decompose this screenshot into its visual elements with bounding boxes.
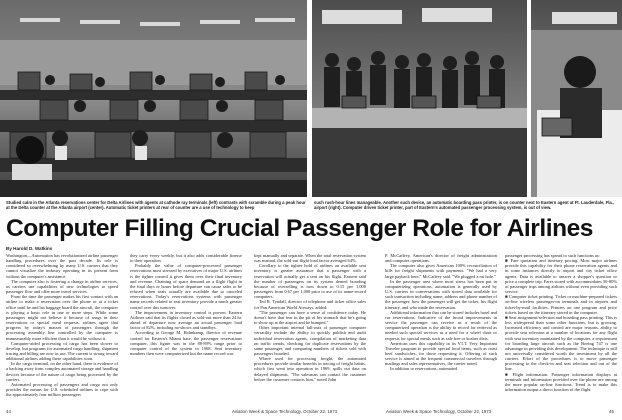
photo-reservations-center: [0, 0, 307, 197]
article-paragraph: kept manually and separate. When the total reservation system was manual, the sold-out flight load factor averaged 64%.: [254, 253, 366, 264]
article-paragraph: ■ Seat assignment/selection and boarding pass printing. This is less widespread than some other functions, but is growing. Increased efficiency and control are major reasons, ability to provide seat selection at a number of locations for any flight with seat inventory maintained by the computer, a requirement for boarding large aircraft such as the Boeing 747 is one advantage in providing this development. The technique is still not universally considered worth the investment by all the carriers. Effort of the procedures is to move passenger processing to the check-in and seat selection and out of the line.: [505, 314, 617, 372]
article-paragraph: ■ Computer ticket printing. Ticket or machine-prepared tickets on-line wireless passenger-on terminals and in airports and ticket-by-mail facilities. Printers on one program and price tickets based on the itinerary stored in the computer.: [505, 294, 617, 315]
article-paragraph: The computer also is fostering a change in airline services, as carriers use capabilities of new technologies to speed passenger flow and offer more travel services.: [6, 278, 118, 295]
article-headline: Computer Filling Crucial Passenger Role for Airlines: [6, 215, 593, 242]
article-paragraph: they carry every weekly, but it also adds considerable finesse to their operation.: [130, 253, 242, 264]
article-paragraph: In the cargo terminal, on the other hand, there is evidence of a backing away from complex automated storage and handling devices because of the nature of cargo being processed by the carriers.: [6, 361, 118, 382]
photo-caption-right: [314, 200, 616, 210]
footer-right-text: Aviation Week & Space Technology, October 22, 1973: [386, 409, 492, 414]
article-paragraph: Computer-aided processing of cargo has been slower to develop, but programs for automated cargo handling, shipment tracing and billing are now in use. The current is strong toward additional airlines adding these capabilities soon.: [6, 340, 118, 362]
article-paragraph: Corollary to the tighter hold of airlines on available seat inventory is greater assurance that a passenger with a reservation will actually get a seat on his flight. Eastern said the number of passengers on its system denied boarding because of overselling is now down to 0.15 per 1,000 passengers from 0.67 per 1,000 prior to use of its name-record computers.: [254, 263, 366, 300]
article-paragraph: ■ Flight information. Passenger information displays at terminals and information provided over the phone are among the more popular on-line functions. Trend is to make this information output a direct function of the flight: [505, 371, 617, 393]
article-paragraph: Ted R. Tyndall, director of telephone and ticket office sales for Pan American World Airways, added:: [254, 299, 366, 310]
article-paragraph: In the passenger area where most stress has been put in computerizing operations, automation is generally used by U.S. carriers in conversations with stored data available for such transaction including name, address and phone number of the passenger, how the passenger will get the ticket, his flight itinerary, and who made the reservation.: [385, 278, 497, 310]
photo-airport-counter: [312, 0, 622, 197]
article-paragraph: Where used for processing freight, the automated procedures provide similar benefits in tracing of freight habits, which first went into operation in 1969, spills out data on delayed shipments. "The salesman can contact the customer before the customer contacts him," noted John: [254, 356, 366, 382]
photo-caption-left: [6, 200, 306, 210]
article-paragraph: Washington—Automation has revolutionized airline passenger handling procedures over the past decade. Its role is considered so overwhelming by many U.S. carriers that they cannot visualize the industry operating in its present form without the computer's assistance.: [6, 253, 118, 279]
article-column-5: [505, 253, 617, 405]
article-byline: By Harold D. Watkins: [6, 246, 53, 251]
article-paragraph: The computer also gives American 100% reconciliation of bills for freight shipments with payments. "We had a very large payback here," McCaffrey said. "We plugged a rat hole.": [385, 263, 497, 279]
article-paragraph: Probably the value of computer-processed passenger reservations most stressed by executives of major U.S. airlines is the tighter control it gives them over their final inventory and revenue. Chaining of space demand on a flight flight in the final days or hours before departure can cause sales to be refused when seats actually are available due to canceled reservations. Today's reservations systems with passenger name records related to seat inventory provide a much greater control over this turnover.: [130, 263, 242, 310]
article-paragraph: passenger processing has spread to such functions as:: [505, 253, 600, 258]
article-paragraph: Other important internal fall-outs of passenger computer versatility include the ability to quickly publish and audit individual reservation agents, compilation of marketing data on traffic trends, checking for duplicate reservations by the same passenger, and comparing numbers of tickets sold with passengers boarded.: [254, 325, 366, 356]
article-paragraph: Automated processing of passengers and cargo not only provides the means for U.S. scheduled airlines to cope with the approximately four million passengers: [6, 381, 118, 398]
caption-left-text: Studied calm in the Atlanta reservations center for Delta Airlines with agents at cathode ray terminals (left) contrasts with scramble during a peak hour at the Delta counter at the Atlanta airport (center). Automatic ticket printers at rear of counter are a use of technology to keep: [6, 200, 306, 211]
article-column-4: [385, 253, 497, 405]
article-paragraph: American uses this capability in its V.I.T. Very Important Traveler program to provide special food items, such as roast beef sandwiches, for those requesting it. Offering of such service is aimed at the frequent commercial travelers through mailings and sales representatives, the carrier noted.: [385, 340, 497, 367]
article-paragraph: ■ Fare quotation and itinerary pricing. Most major airlines provide this capability for their phone reservation agents and in some instances directly to airport and city ticket office agents. Data is available to answer a shopper's question or price a complete trip. Fares stored with accommodates 50-80% of passenger trips among airlines without even providing such service.: [505, 258, 617, 295]
page-number-left: 44: [6, 409, 11, 414]
article-paragraph: According to George M. Hohnkamp, director of revenue control for Eastern's Miami base, the passenger reservations computer, this figure was in the 88-89% range prior to computer control of the system in 1968. Seat inventory numbers then were computerized but the name record was: [130, 330, 242, 356]
article-paragraph: The improvement in inventory control is proven. Eastern Airlines said that its flights closed as sold-out more than 24 hr. ahead of departure now average an actual passenger load factor of 82%, including no-shows and standbys.: [130, 309, 242, 331]
article-paragraph: From the time the passenger makes his first contact with an airline to make a reservation over the phone or at a ticket office until he and his baggage board the aircraft, the computer is playing a basic role in one or more steps. While some passengers might not believe it because of snags in their reservations or special meal requests, airlines agree that progress by today's masses of passengers through the processing assembly line controlled by the computer is immeasurably more efficient than it would be without it.: [6, 294, 118, 341]
caption-right-text: such rush-hour lines manageable. Another such device, an automatic boarding pass printer, is on counter next to Eastern agent at Ft. Lauderdale, Fla., airport (right). Computer driven ticket printer, part of Eastern's automated passenger processing system, is out of view.: [314, 200, 615, 211]
article-paragraph: In addition to reservations, automated: [390, 366, 458, 372]
page-number-right: 45: [609, 409, 614, 414]
article-column-2: [130, 253, 242, 405]
article-column-3: [254, 253, 366, 405]
footer-left-text: Aviation Week & Space Technology, October 22, 1973: [232, 409, 338, 414]
article-paragraph: "The passenger can have a sense of confidence today. He doesn't have that fear in the pit of his stomach that he's going to show up at the airport and be bumped.": [254, 309, 366, 326]
article-paragraph: Additional information that can be stored includes hotel and car reservations. Indicative of the broad improvements in service the passenger can receive as a result of the computerized operation is the ability to record for retrieval as needed such special services as a need for a wheel chair or requests for special meals such as salt-free or kosher diets.: [385, 309, 497, 341]
article-paragraph: P. McCaffrey, American's director of freight administration and computer operations.: [385, 253, 497, 264]
article-column-1: [6, 253, 118, 405]
